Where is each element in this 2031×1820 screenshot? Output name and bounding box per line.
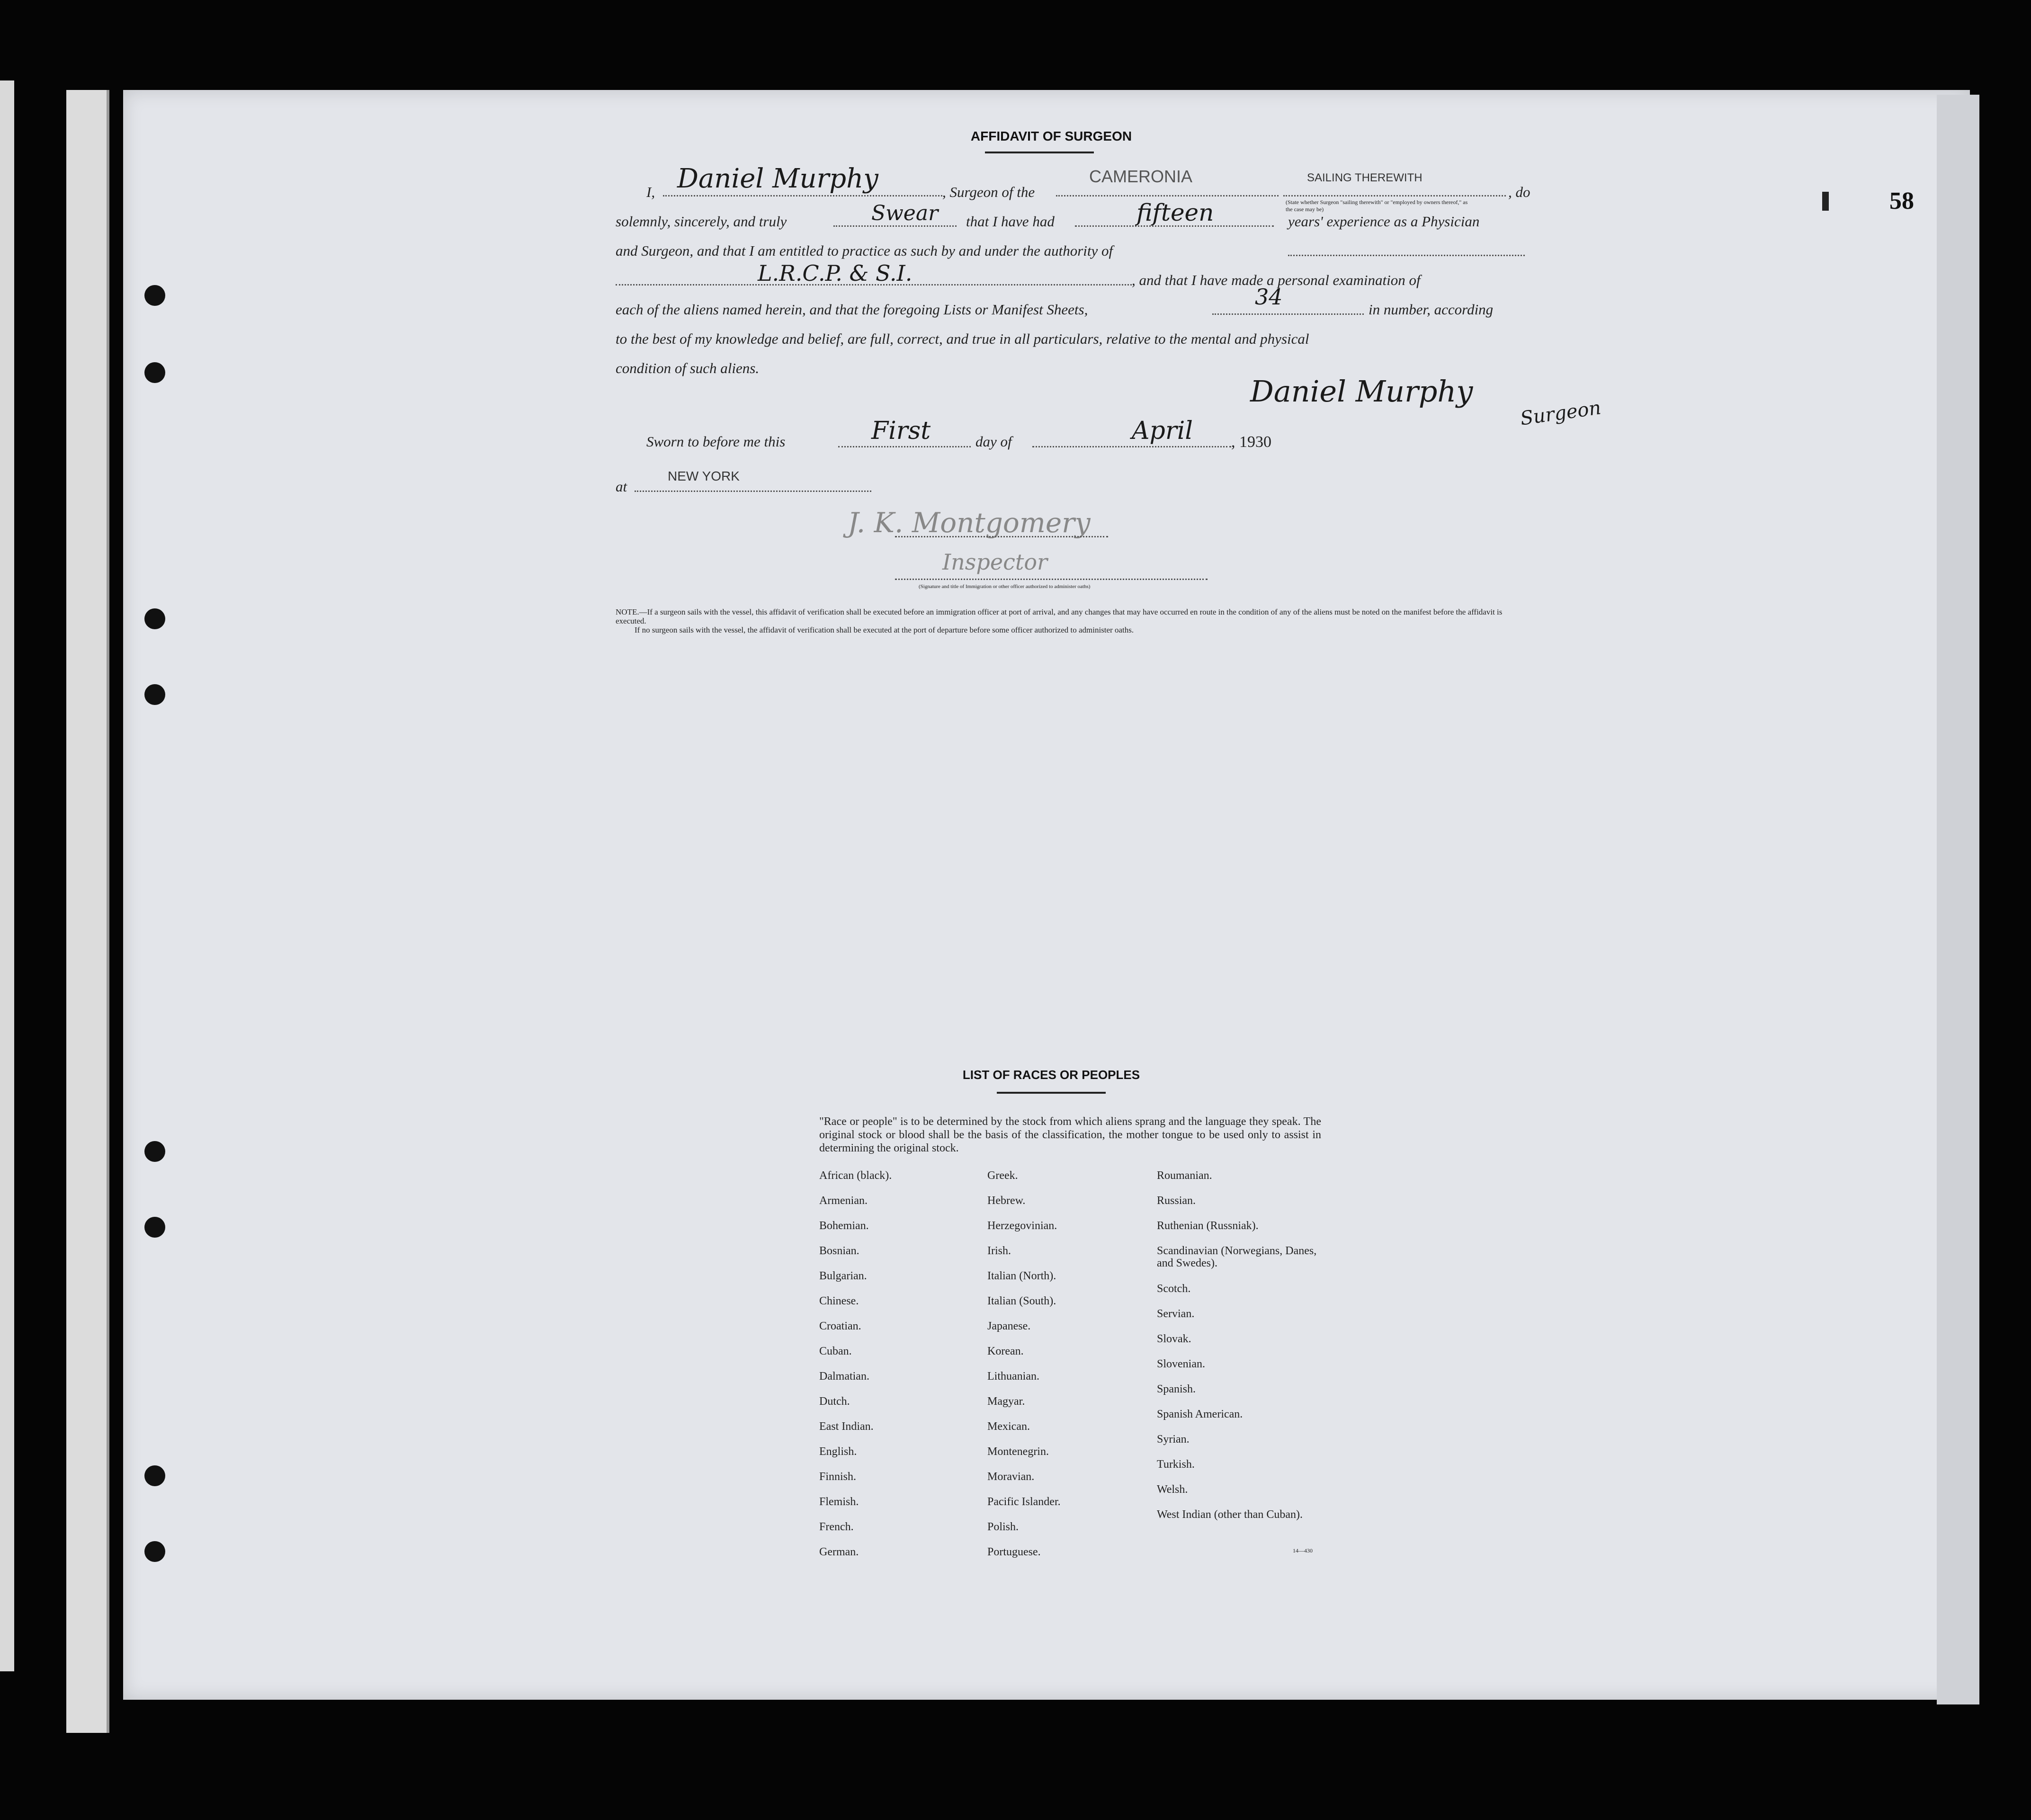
race-item: Irish. — [987, 1245, 1011, 1257]
race-item: Armenian. — [819, 1195, 868, 1207]
race-item: Spanish American. — [1157, 1408, 1243, 1420]
years-experience: fifteen — [1136, 199, 1214, 226]
race-item: West Indian (other than Cuban). — [1157, 1508, 1303, 1521]
binding-hole — [144, 608, 165, 629]
officer-sign-blank — [895, 536, 1108, 537]
sheets-blank — [1212, 313, 1364, 315]
races-column-3 — [1157, 1169, 1318, 1546]
race-item: Bulgarian. — [819, 1270, 867, 1282]
race-item: Scotch. — [1157, 1283, 1191, 1295]
race-item: Bosnian. — [819, 1245, 859, 1257]
sailing-blank — [1283, 195, 1506, 196]
ship-name-stamp: CAMERONIA — [1089, 167, 1193, 186]
officer-caption: (Signature and title of Immigration or other officer authorized to administer oaths) — [919, 584, 1091, 589]
race-item: African (black). — [819, 1169, 892, 1182]
race-item: English. — [819, 1445, 857, 1458]
races-column-1 — [819, 1169, 980, 1571]
surgeon-signature: Daniel Murphy — [1250, 374, 1473, 409]
binding-hole — [144, 1541, 165, 1562]
race-item: Lithuanian. — [987, 1370, 1039, 1383]
sworn-day: First — [871, 417, 931, 445]
affidavit-text: , do — [1508, 184, 1530, 200]
adjacent-page-edge — [66, 90, 109, 1733]
race-item: Dutch. — [819, 1395, 850, 1408]
oath-word: Swear — [871, 201, 939, 225]
officer-title-blank — [895, 579, 1208, 580]
affidavit-text: that I have had — [966, 213, 1055, 230]
race-item: Croatian. — [819, 1320, 861, 1332]
race-item: Cuban. — [819, 1345, 852, 1357]
race-item: French. — [819, 1521, 854, 1533]
form-code: 14—430 — [1293, 1547, 1313, 1554]
sailing-stamp: SAILING THEREWITH — [1307, 171, 1423, 184]
race-item: East Indian. — [819, 1420, 874, 1433]
race-item: Dalmatian. — [819, 1370, 869, 1383]
affidavit-text: Sworn to before me this — [646, 433, 786, 450]
affidavit-title: AFFIDAVIT OF SURGEON — [970, 129, 1132, 143]
authority-text: L.R.C.P. & S.I. — [758, 260, 913, 286]
race-item: Italian (South). — [987, 1295, 1056, 1307]
affidavit-text: in number, according — [1369, 301, 1494, 318]
race-item: Flemish. — [819, 1496, 859, 1508]
name-blank — [663, 195, 942, 196]
surgeon-label: Surgeon — [1519, 397, 1602, 430]
races-intro: "Race or people" is to be determined by the stock from which aliens sprang and the language they speak. The original stock or blood shall be the basis of the classification, the mother tongue to be used only to assist in determining the original stock. — [819, 1115, 1321, 1154]
race-item: Japanese. — [987, 1320, 1031, 1332]
race-item: Welsh. — [1157, 1483, 1188, 1496]
authority-blank-end — [1288, 255, 1525, 256]
race-item: Mexican. — [987, 1420, 1030, 1433]
day-blank — [838, 446, 971, 447]
note-text: NOTE.—If a surgeon sails with the vessel, this affidavit of verification shall be executed before an immigration officer at port of arrival, and any changes that may have occurred en route in the condition of any of the aliens must be noted on the manifest before the affidavit is executed. — [616, 607, 1503, 625]
sailing-note: (State whether Surgeon "sailing therewith" or "employed by owners thereof," as the case may be) — [1286, 199, 1468, 213]
surgeon-name: Daniel Murphy — [677, 163, 878, 194]
page-edge-shadow — [1937, 95, 1979, 1704]
races-column-2 — [987, 1169, 1148, 1571]
race-item: Roumanian. — [1157, 1169, 1212, 1182]
affidavit-text: I, — [646, 184, 655, 200]
race-item: Slovenian. — [1157, 1358, 1205, 1370]
race-item: Bohemian. — [819, 1220, 869, 1232]
races-rule — [997, 1092, 1106, 1094]
title-rule — [985, 152, 1094, 153]
race-item: Servian. — [1157, 1308, 1195, 1320]
race-item: Greek. — [987, 1169, 1018, 1182]
race-item: Magyar. — [987, 1395, 1025, 1408]
race-item: German. — [819, 1546, 859, 1558]
affidavit-text: and Surgeon, and that I am entitled to practice as such by and under the authority of — [616, 242, 1113, 259]
affidavit-text: solemnly, sincerely, and truly — [616, 213, 787, 230]
affidavit-text: at — [616, 478, 627, 495]
binding-hole — [144, 285, 165, 306]
sheets-count: 34 — [1255, 284, 1283, 310]
race-item: Korean. — [987, 1345, 1024, 1357]
sworn-month: April — [1132, 417, 1193, 445]
race-item: Pacific Islander. — [987, 1496, 1061, 1508]
affidavit-note — [616, 607, 1530, 634]
place-stamp: NEW YORK — [668, 469, 740, 483]
race-item: Portuguese. — [987, 1546, 1041, 1558]
page-number: 58 — [1889, 187, 1914, 214]
race-item: Hebrew. — [987, 1195, 1026, 1207]
race-item: Moravian. — [987, 1471, 1035, 1483]
race-item: Italian (North). — [987, 1270, 1056, 1282]
sworn-year: , 1930 — [1231, 433, 1271, 451]
binding-hole — [144, 1217, 165, 1238]
affidavit-text: condition of such aliens. — [616, 360, 760, 376]
affidavit-text: to the best of my knowledge and belief, are full, correct, and true in all particulars, relative to the mental and physical — [616, 330, 1309, 347]
oath-blank — [833, 225, 957, 227]
note-text-2: If no surgeon sails with the vessel, the affidavit of verification shall be executed at the port of departure before some officer authorized to administer oaths. — [635, 625, 1134, 634]
binding-hole — [144, 684, 165, 705]
affidavit-text: , Surgeon of the — [942, 184, 1035, 200]
place-blank — [635, 491, 871, 492]
races-title: LIST OF RACES OR PEOPLES — [962, 1068, 1140, 1082]
race-item: Ruthenian (Russniak). — [1157, 1220, 1259, 1232]
affidavit-text: day of — [975, 433, 1012, 450]
race-item: Finnish. — [819, 1471, 857, 1483]
binding-hole — [144, 362, 165, 383]
officer-signature: J. K. Montgomery — [848, 507, 1091, 539]
adjacent-page-edge-left — [0, 80, 14, 1671]
race-item: Scandinavian (Norwegians, Danes, and Swedes). — [1157, 1245, 1317, 1269]
ship-blank — [1056, 195, 1279, 196]
binding-hole — [144, 1465, 165, 1486]
race-item: Herzegovinian. — [987, 1220, 1057, 1232]
race-item: Polish. — [987, 1521, 1019, 1533]
race-item: Syrian. — [1157, 1433, 1190, 1445]
affidavit-text: each of the aliens named herein, and that the foregoing Lists or Manifest Sheets, — [616, 301, 1088, 318]
race-item: Slovak. — [1157, 1333, 1191, 1345]
page-mark — [1822, 192, 1829, 211]
race-item: Montenegrin. — [987, 1445, 1049, 1458]
month-blank — [1032, 446, 1231, 447]
officer-title: Inspector — [942, 549, 1048, 575]
affidavit-text: years' experience as a Physician — [1288, 213, 1480, 230]
race-item: Russian. — [1157, 1195, 1196, 1207]
affidavit-text: , and that I have made a personal examination of — [1132, 272, 1421, 288]
race-item: Spanish. — [1157, 1383, 1196, 1395]
race-item: Chinese. — [819, 1295, 859, 1307]
race-item: Turkish. — [1157, 1458, 1195, 1471]
binding-hole — [144, 1141, 165, 1162]
